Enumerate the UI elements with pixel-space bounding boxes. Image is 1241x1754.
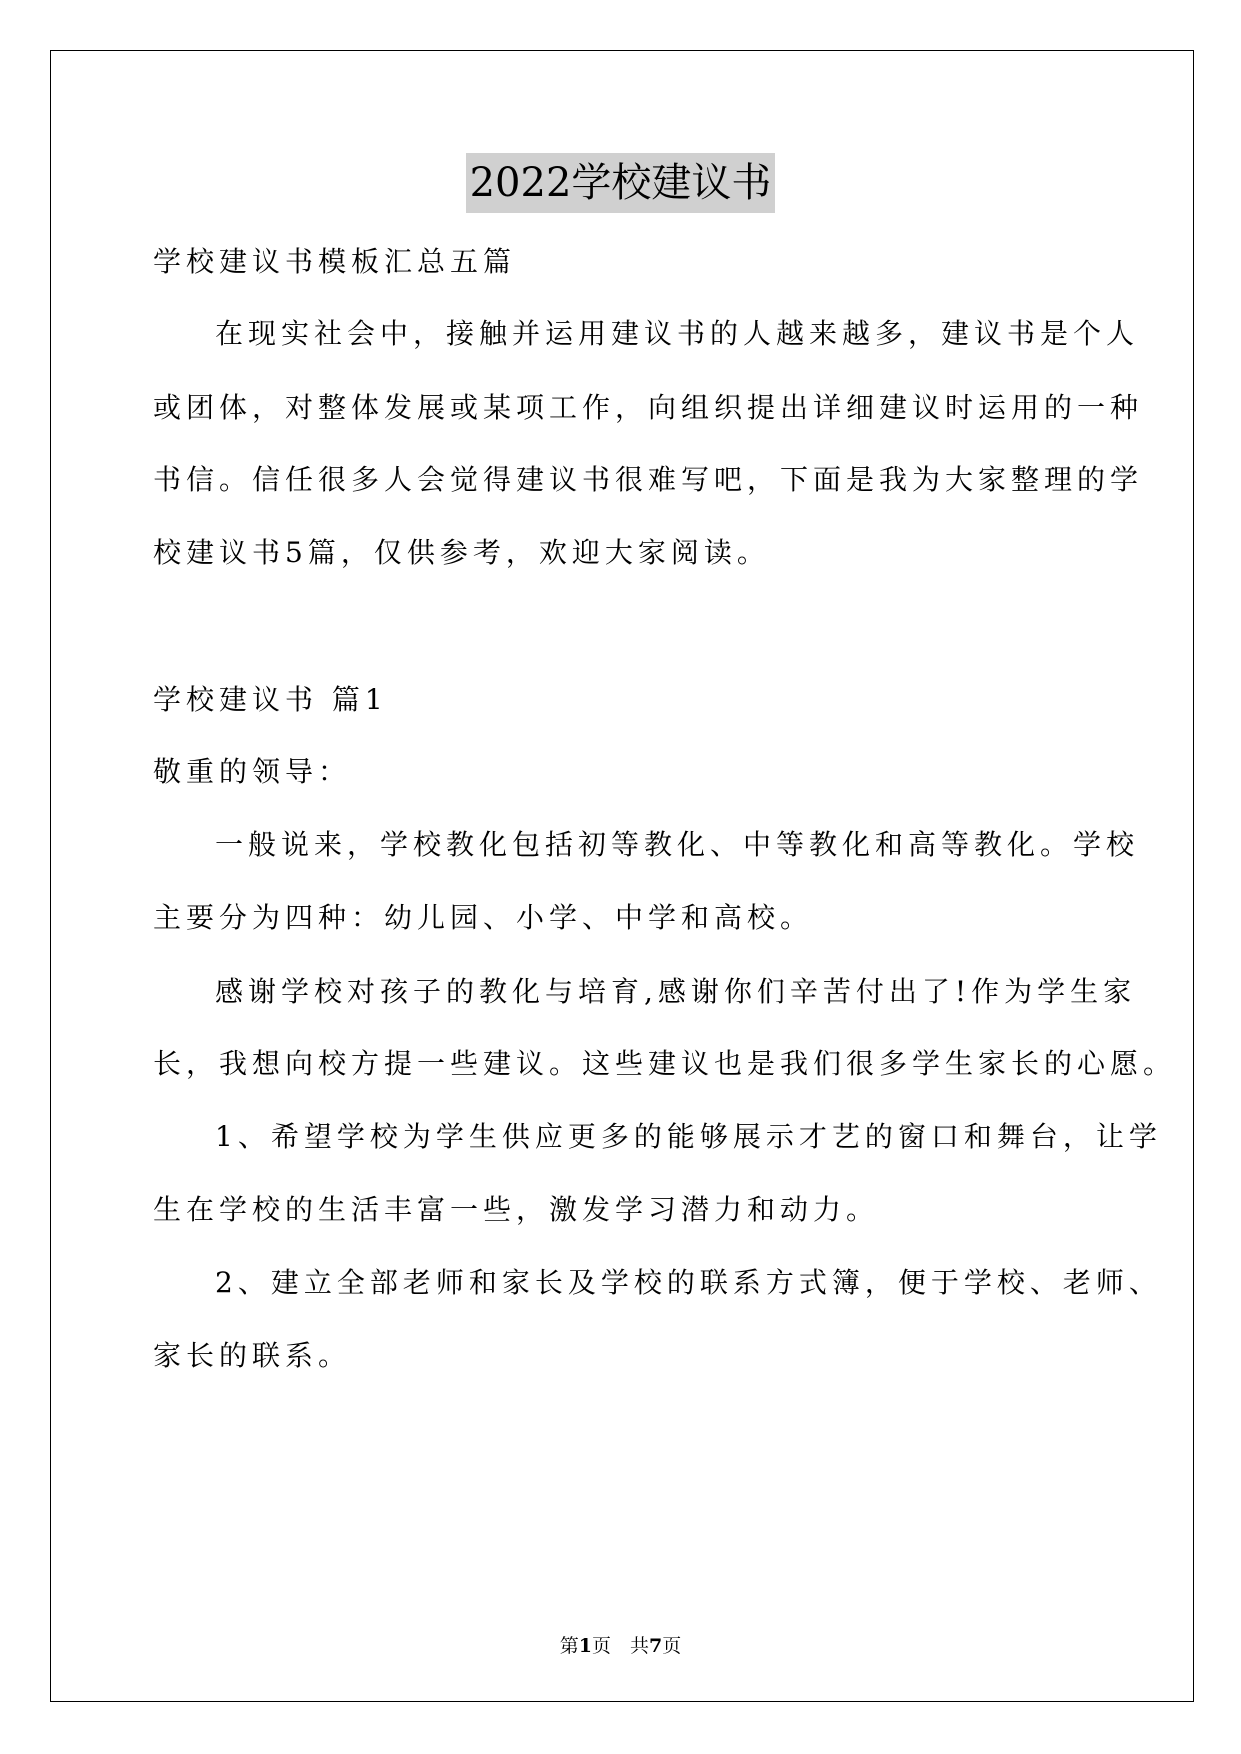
paragraph-line: 在现实社会中，接触并运用建议书的人越来越多，建议书是个人 [215,317,1140,350]
paragraph-line: 主要分为四种：幼儿园、小学、中学和高校。 [153,901,814,934]
subtitle-line: 学校建议书模板汇总五篇 [153,245,517,278]
page-footer [0,1631,1241,1658]
current-page-number: 1 [578,1635,592,1657]
paragraph-line: 2、建立全部老师和家长及学校的联系方式簿，便于学校、老师、 [215,1266,1162,1299]
footer-suffix: 页 [662,1635,682,1657]
paragraph-line: 一般说来，学校教化包括初等教化、中等教化和高等教化。学校 [215,828,1140,861]
paragraph-line: 家长的联系。 [153,1339,352,1372]
section-heading: 学校建议书 篇1 [153,683,388,716]
total-page-number: 7 [649,1635,663,1657]
salutation-line: 敬重的领导： [153,755,352,788]
paragraph-line: 感谢学校对孩子的教化与培育,感谢你们辛苦付出了!作为学生家 [215,975,1137,1008]
footer-middle: 页 共 [591,1635,649,1657]
title-wrapper [0,153,1241,213]
page-border [50,50,1194,1702]
paragraph-line: 校建议书5篇，仅供参考，欢迎大家阅读。 [153,536,770,569]
paragraph-line: 或团体，对整体发展或某项工作，向组织提出详细建议时运用的一种 [153,391,1144,424]
document-title: 2022学校建议书 [466,153,776,213]
paragraph-line: 长，我想向校方提一些建议。这些建议也是我们很多学生家长的心愿。 [153,1047,1177,1080]
paragraph-line: 1、希望学校为学生供应更多的能够展示才艺的窗口和舞台，让学 [215,1120,1162,1153]
paragraph-line: 生在学校的生活丰富一些，激发学习潜力和动力。 [153,1193,880,1226]
footer-prefix: 第 [559,1635,579,1657]
paragraph-line: 书信。信任很多人会觉得建议书很难写吧，下面是我为大家整理的学 [153,463,1144,496]
